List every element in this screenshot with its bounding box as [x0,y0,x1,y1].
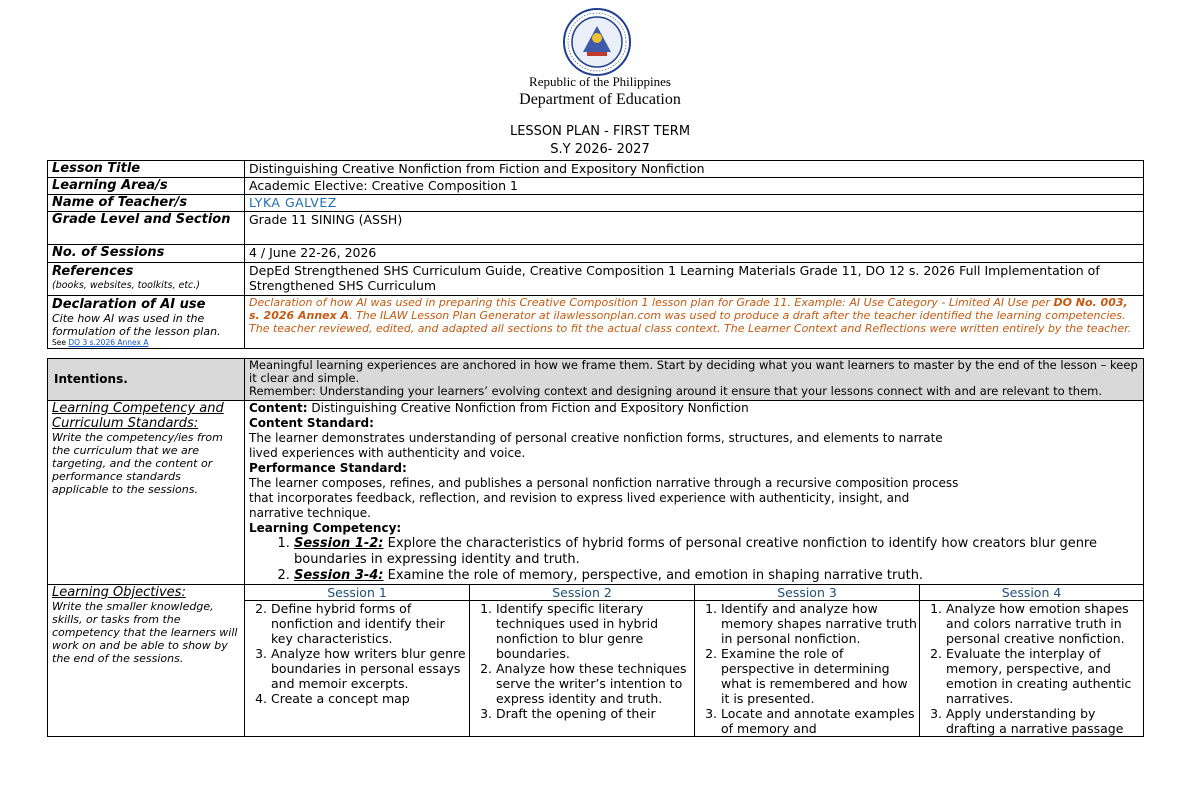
grade-value: Grade 11 SINING (ASSH) [245,212,1144,245]
objective-item: 1. Analyze how emotion shapes and colors narrative truth in personal creative nonfiction. [946,601,1143,646]
session-2-column [470,585,695,737]
lesson-plan-title: LESSON PLAN - FIRST TERM [509,124,691,139]
competency-note: Write the competency/ies from the curriculum that we are targeting, and the content or performance standards applicable to the sessions. [52,431,223,496]
objective-item: 2. Evaluate the interplay of memory, perspective, and emotion in creating authentic narratives. [946,646,1143,706]
objective-item: 3. Draft the opening of their [496,706,694,721]
competency-text: Explore the characteristics of hybrid forms of personal creative nonfiction to identify how creators blur genre boundaries in expressing identity and truth. [294,536,1097,567]
department-text: Department of Education [519,91,681,108]
sessions-value: 4 / June 22-26, 2026 [245,245,1144,263]
session-4-column [920,585,1144,737]
ai-annex-link[interactable]: DO 3 s.2026 Annex A [68,338,149,347]
ai-text-1: Declaration of how AI was used in preparing this Creative Composition 1 lesson plan for Grade 11. Example: AI Use Category - Limited AI Use per [249,296,1054,309]
row-references [48,263,1144,296]
session-1-column [245,585,470,737]
objectives-note: Write the smaller knowledge, skills, or tasks from the competency that the learners will work on and be able to show by the end of the sessions. [52,600,238,665]
objective-item: 3. Analyze how writers blur genre boundaries in personal essays and memoir excerpts. [271,646,469,691]
learning-area-label: Learning Area/s [48,178,245,195]
session-1-header: Session 1 [245,585,469,601]
intentions-text-1: Meaningful learning experiences are anchored in how we frame them. Start by deciding what you want learners to master by the end of the lesson – keep it clear and simple. [249,358,1138,385]
learning-area-value: Academic Elective: Creative Composition 1 [245,178,1144,195]
ai-label: Declaration of AI use [52,297,206,312]
objective-item: 2. Analyze how these techniques serve the writer’s intention to express identity and truth. [496,661,694,706]
objective-item: 3. Apply understanding by drafting a narrative passage [946,706,1143,736]
deped-seal-logo [563,8,631,76]
competency-item [294,568,1139,584]
content-standard-text: The learner demonstrates understanding of personal creative nonfiction forms, structures, and elements to narrate lived experiences with authenticity and voice. [249,431,943,460]
sessions-label: No. of Sessions [48,245,245,263]
references-note: (books, websites, toolkits, etc.) [52,280,201,291]
lesson-title-label: Lesson Title [48,161,245,178]
competency-content [245,401,1144,585]
ai-note: Cite how AI was used in the formulation of the lesson plan. [52,312,221,338]
republic-text: Republic of the Philippines [529,74,671,89]
performance-standard-text: The learner composes, refines, and publishes a personal nonfiction narrative through a recursive composition process that incorporates feedback, reflection, and revision to express lived experience with authenticity, insight, and narrative technique. [249,476,959,520]
grade-label: Grade Level and Section [48,212,245,245]
references-label: References [52,264,134,279]
intentions-text [245,359,1144,401]
row-learning-area [48,178,1144,195]
competency-label-cell [48,401,245,585]
row-sessions [48,245,1144,263]
objective-item: 1. Identify specific literary techniques used in hybrid nonfiction to blur genre boundaries. [496,601,694,661]
row-intentions [48,359,1144,401]
ai-see-line [52,338,240,348]
teacher-label: Name of Teacher/s [48,195,245,212]
row-competency [48,401,1144,585]
row-objectives [48,585,1144,737]
objective-item: 3. Locate and annotate examples of memory and [721,706,919,736]
objective-item: 2. Define hybrid forms of nonfiction and identify their key characteristics. [271,601,469,646]
school-year: S.Y 2026- 2027 [550,142,650,157]
content-value: Distinguishing Creative Nonfiction from Fiction and Expository Nonfiction [311,401,749,415]
references-value: DepEd Strengthened SHS Curriculum Guide, Creative Composition 1 Learning Materials Grade 11, DO 12 s. 2026 Full Implementation of Strengthened SHS Curriculum [245,263,1144,296]
references-label-cell [48,263,245,296]
row-ai-declaration [48,296,1144,349]
ai-see-text: See [52,338,66,347]
intentions-label: Intentions. [48,359,245,401]
teacher-value: LYKA GALVEZ [245,195,1144,212]
session-3-list [695,601,919,736]
session-4-list [920,601,1143,736]
learning-competency-label: Learning Competency: [249,521,402,535]
objective-item: 4. Create a concept map [271,691,469,706]
session-2-list [470,601,694,721]
intentions-table [47,358,1144,737]
ai-text-bold: DO No. 003, s. 2026 Annex A [249,296,1128,322]
session-3-header: Session 3 [695,585,919,601]
intentions-text-2: Remember: Understanding your learners’ evolving context and designing around it ensure that your lessons connect with and are relevant to them. [249,384,1103,398]
competency-label: Learning Competency and Curriculum Standards: [52,401,224,431]
ai-declaration-value [245,296,1144,349]
objective-item: 1. Identify and analyze how memory shapes narrative truth in personal nonfiction. [721,601,919,646]
row-teacher [48,195,1144,212]
session-2-header: Session 2 [470,585,694,601]
competency-session: Session 1-2: [294,536,384,551]
session-1-list [245,601,469,706]
competency-list [249,536,1139,584]
competency-session: Session 3-4: [294,568,384,583]
content-label: Content: [249,401,308,415]
session-3-column [695,585,920,737]
row-lesson-title [48,161,1144,178]
session-4-header: Session 4 [920,585,1143,601]
competency-text: Examine the role of memory, perspective, and emotion in shaping narrative truth. [383,568,924,583]
performance-standard-label: Performance Standard: [249,461,407,475]
objective-item: 2. Examine the role of perspective in determining what is remembered and how it is presented. [721,646,919,706]
row-grade [48,212,1144,245]
competency-item [294,536,1139,568]
lesson-title-value: Distinguishing Creative Nonfiction from Fiction and Expository Nonfiction [245,161,1144,178]
objectives-label-cell [48,585,245,737]
objectives-label: Learning Objectives: [52,585,186,600]
content-line [249,401,949,416]
details-table [47,160,1144,349]
ai-text-2: . The ILAW Lesson Plan Generator at ilawlessonplan.com was used to produce a draft after the teacher identified the learning competencies. The teacher reviewed, edited, and adapted all sections to fit the actual class context. The Learner Context and Reflections were written entirely by the teacher. [249,309,1132,335]
content-standard-label: Content Standard: [249,416,374,430]
ai-label-cell [48,296,245,349]
